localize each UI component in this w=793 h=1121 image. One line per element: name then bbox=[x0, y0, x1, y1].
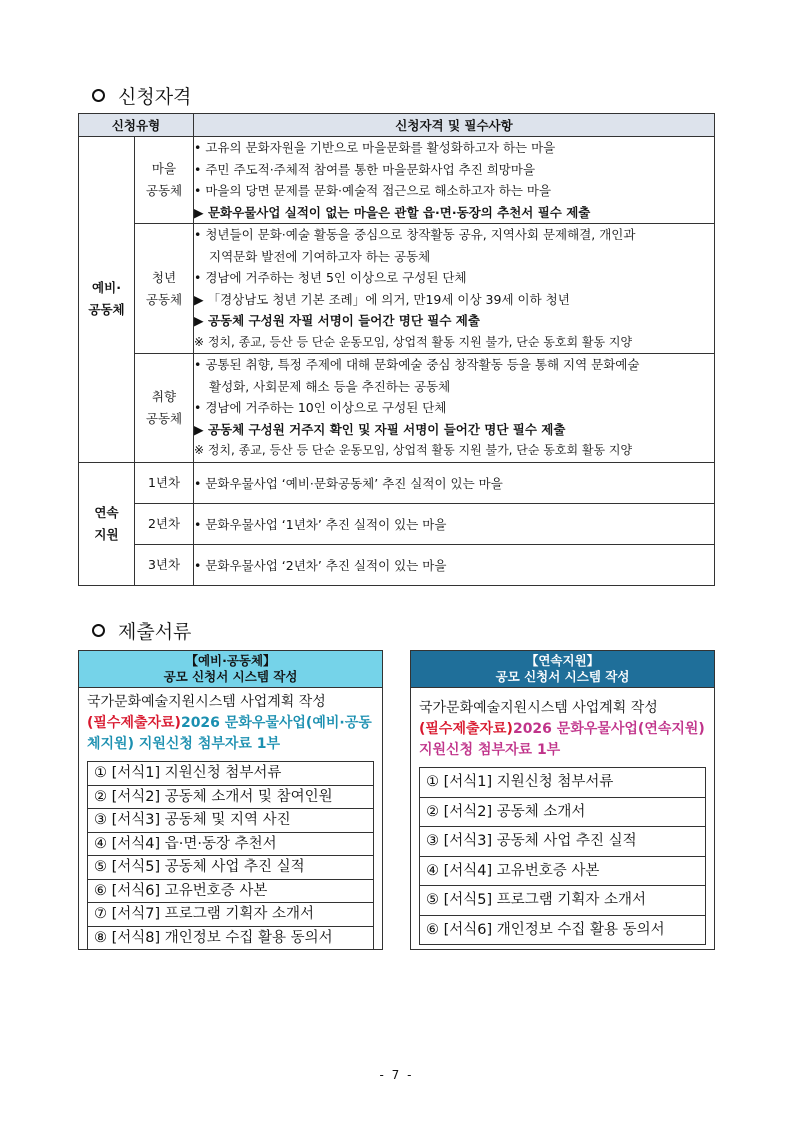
requirements-cell bbox=[194, 224, 715, 354]
requirement-line: ▶ 문화우물사업 실적이 없는 마을은 관할 읍·면·동장의 추천서 필수 제출 bbox=[194, 204, 591, 220]
eligibility-table bbox=[78, 113, 715, 586]
subtype-village: 마을 공동체 bbox=[135, 137, 194, 224]
table-row bbox=[79, 137, 715, 224]
subtype-youth: 청년 공동체 bbox=[135, 224, 194, 354]
list-item: ⑧ [서식8] 개인정보 수집 활용 동의서 bbox=[94, 929, 333, 946]
requirement-line: • 경남에 거주하는 청년 5인 이상으로 구성된 단체 bbox=[194, 270, 467, 285]
section-title-eligibility bbox=[92, 82, 191, 109]
section-title-text: 신청자격 bbox=[118, 86, 192, 108]
header-requirements: 신청자격 및 필수사항 bbox=[194, 114, 715, 137]
requirement-line: • 고유의 문화자원을 기반으로 마을문화를 활성화하고자 하는 마을 bbox=[194, 140, 556, 155]
table-row bbox=[79, 503, 715, 544]
subtype-year2: 2년차 bbox=[135, 503, 194, 544]
list-item: ⑤ [서식5] 프로그램 기획자 소개서 bbox=[420, 886, 705, 916]
table-row bbox=[79, 544, 715, 585]
list-item: ① [서식1] 지원신청 첨부서류 bbox=[420, 768, 705, 798]
requirement-line: • 경남에 거주하는 10인 이상으로 구성된 단체 bbox=[194, 400, 447, 415]
documents-box-continued bbox=[410, 650, 715, 950]
list-item: ④ [서식4] 읍·면·동장 추천서 bbox=[88, 833, 373, 857]
requirement-line: • 주민 주도적·주체적 참여를 통한 마을문화사업 추진 희망마을 bbox=[194, 161, 536, 177]
list-item: ⑤ [서식5] 공동체 사업 추진 실적 bbox=[88, 856, 373, 880]
requirement-line: • 문화우물사업 ‘2년차’ 추진 실적이 있는 마을 bbox=[194, 544, 715, 585]
requirement-line: ▶ 공동체 구성원 거주지 확인 및 자필 서명이 들어간 명단 필수 제출 bbox=[194, 421, 566, 437]
table-row bbox=[79, 354, 715, 463]
header-type: 신청유형 bbox=[79, 114, 194, 137]
table-header-row bbox=[79, 114, 715, 137]
list-item: ⑦ [서식7] 프로그램 기획자 소개서 bbox=[88, 903, 373, 927]
requirement-line: • 마을의 당면 문제를 문화·예술적 접근으로 해소하고자 하는 마을 bbox=[194, 183, 552, 198]
table-row bbox=[79, 462, 715, 503]
document-list bbox=[419, 767, 706, 945]
list-item: ② [서식2] 공동체 소개서 bbox=[420, 798, 705, 828]
box-description: 국가문화예술지원시스템 사업계획 작성 (필수제출자료)2026 문화우물사업(연속지원) 지원신청 첨부자료 1부 ① [서식1] 지원신청 첨부서류 ② [서식2] 공동체 소개서 ③ [서식3] 공동체 사업 추진 실적 ④ [서식4] 고유번호증 사본 ⑤ [서식5] 프로그램 기획자 소개서 ⑥ [서식6] 개인정보 수집 활용 동의서 bbox=[411, 688, 714, 949]
list-item: ⑥ [서식6] 개인정보 수집 활용 동의서 bbox=[426, 921, 665, 938]
section-title-text: 제출서류 bbox=[118, 621, 192, 643]
requirement-note: ※ 정치, 종교, 등산 등 단순 운동모임, 상업적 활동 지원 불가, 단순 동호회 활동 지양 bbox=[194, 334, 633, 349]
table-row bbox=[79, 224, 715, 354]
list-item: ② [서식2] 공동체 소개서 및 참여인원 bbox=[88, 786, 373, 810]
category-continued: 연속 지원 bbox=[79, 462, 135, 585]
list-item: ③ [서식3] 공동체 사업 추진 실적 bbox=[420, 827, 705, 857]
list-item: ③ [서식3] 공동체 및 지역 사진 bbox=[88, 809, 373, 833]
subtype-interest: 취향 공동체 bbox=[135, 354, 194, 463]
documents-box-preliminary bbox=[78, 650, 383, 950]
list-item: ⑥ [서식6] 고유번호증 사본 bbox=[88, 880, 373, 904]
requirement-line: • 청년들이 문화·예술 활동을 중심으로 창작활동 공유, 지역사회 문제해결, 개인과 bbox=[194, 227, 636, 242]
circle-bullet-icon bbox=[92, 89, 105, 102]
requirement-line: • 공통된 취향, 특정 주제에 대해 문화예술 중심 창작활동 등을 통해 지역 문화예술 bbox=[194, 357, 640, 372]
subtype-year3: 3년차 bbox=[135, 544, 194, 585]
requirement-line: • 문화우물사업 ‘예비·문화공동체’ 추진 실적이 있는 마을 bbox=[194, 462, 715, 503]
list-item: ① [서식1] 지원신청 첨부서류 bbox=[88, 762, 373, 786]
page-number: - 7 - bbox=[379, 1068, 414, 1082]
subtype-year1: 1년차 bbox=[135, 462, 194, 503]
requirement-line: ▶ 공동체 구성원 자필 서명이 들어간 명단 필수 제출 bbox=[194, 313, 480, 328]
section-title-documents bbox=[92, 617, 191, 644]
box-header: 【연속지원】 공모 신청서 시스템 작성 bbox=[411, 651, 714, 688]
box-description: 국가문화예술지원시스템 사업계획 작성 (필수제출자료)2026 문화우물사업(예비·공동체지원) 지원신청 첨부자료 1부 ① [서식1] 지원신청 첨부서류 ② [서식2] 공동체 소개서 및 참여인원 ③ [서식3] 공동체 및 지역 사진 ④ [서식4] 읍·면·동장 추천서 ⑤ [서식5] 공동체 사업 추진 실적 ⑥ [서식6] 고유번호증 사본 ⑦ [서식7] 프로그램 기획자 소개서 ⑧ [서식8] 개인정보 수집 활용 동의서 bbox=[79, 688, 382, 954]
requirement-line: 지역문화 발전에 기여하고자 하는 공동체 bbox=[209, 248, 431, 264]
list-item: ④ [서식4] 고유번호증 사본 bbox=[420, 857, 705, 887]
requirement-note: ※ 정치, 종교, 등산 등 단순 운동모임, 상업적 활동 지원 불가, 단순 동호회 활동 지양 bbox=[194, 443, 633, 457]
requirement-line: 활성화, 사회문제 해소 등을 추진하는 공동체 bbox=[209, 378, 451, 394]
box-header: 【예비·공동체】 공모 신청서 시스템 작성 bbox=[79, 651, 382, 688]
category-preliminary: 예비· 공동체 bbox=[79, 137, 135, 463]
document-list bbox=[87, 761, 374, 950]
requirement-line: ▶ 「경상남도 청년 기본 조례」에 의거, 만19세 이상 39세 이하 청년 bbox=[194, 291, 570, 307]
requirement-line: • 문화우물사업 ‘1년차’ 추진 실적이 있는 마을 bbox=[194, 503, 715, 544]
circle-bullet-icon bbox=[92, 624, 105, 637]
requirements-cell bbox=[194, 137, 715, 224]
requirements-cell bbox=[194, 354, 715, 463]
